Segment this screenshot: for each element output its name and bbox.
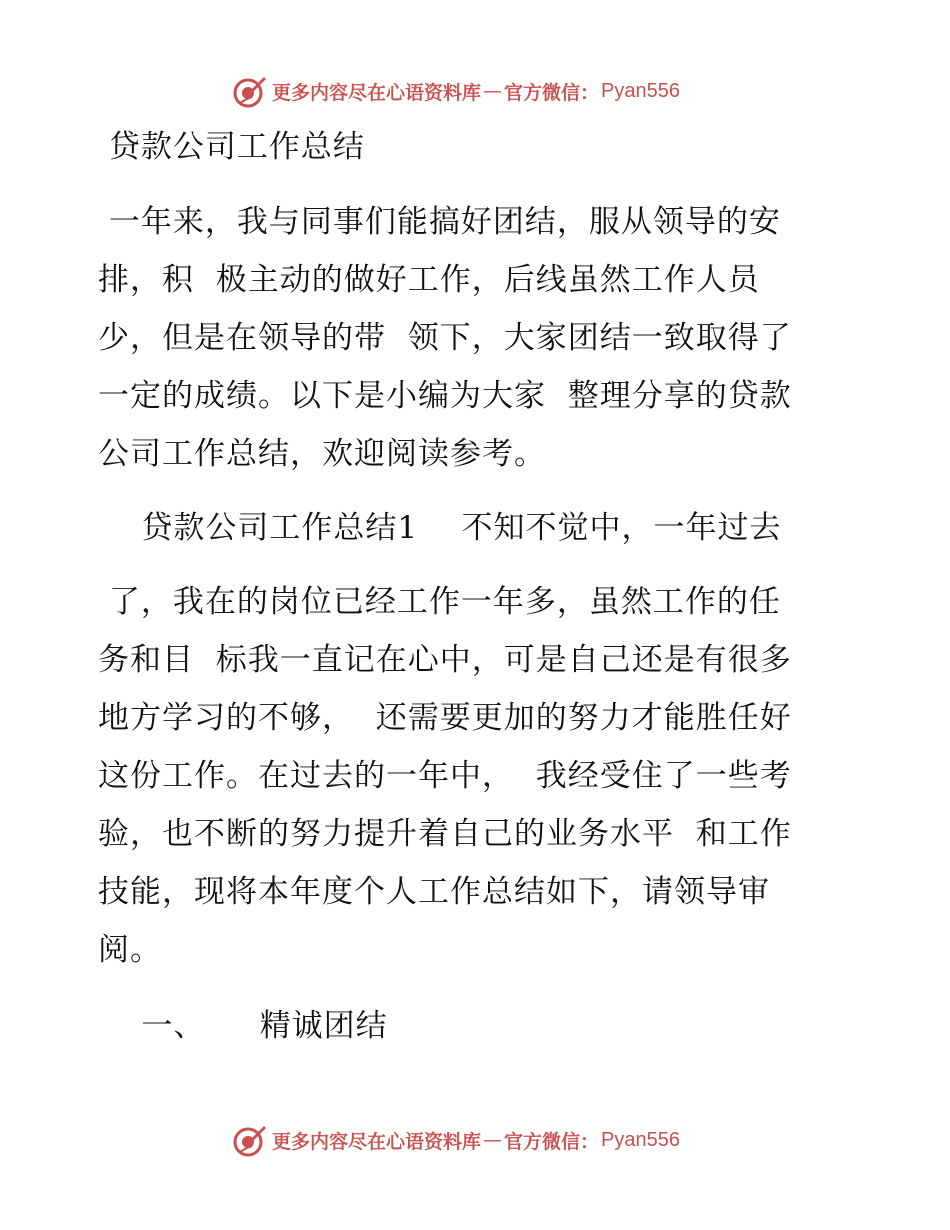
paragraph-line: 务和目 标我一直记在心中，可是自己还是有很多 [98,642,792,678]
paragraph-line: 地方学习的不够， 还需要更加的努力才能胜任好 [98,700,792,736]
banner-wechat-label: 官方微信： [504,81,600,104]
paragraph-line: 技能，现将本年度个人工作总结如下，请领导审 [98,874,770,910]
banner-separator: — [483,80,503,102]
paragraph-line: 少，但是在领导的带 领下，大家团结一致取得了 [98,320,792,356]
pen-logo-icon [232,73,268,109]
paragraph-line: 这份工作。在过去的一年中， 我经受住了一些考 [98,758,792,794]
banner-text: 更多内容尽在心语资料库 [272,81,482,104]
paragraph-line: 验，也不断的努力提升着自己的业务水平 和工作 [98,816,792,852]
banner-wechat-id: Pyan556 [601,79,680,102]
document-title: 贷款公司工作总结 [98,129,365,165]
paragraph-line: 一定的成绩。以下是小编为大家 整理分享的贷款 [98,378,792,414]
banner-wechat-id: Pyan556 [601,1128,680,1151]
paragraph-line: 阅。 [98,932,162,968]
paragraph-line: 了，我在的岗位已经工作一年多，虽然工作的任 [98,584,781,620]
header-banner [232,71,680,111]
banner-text: 更多内容尽在心语资料库 [272,1130,482,1153]
banner-wechat-label: 官方微信： [504,1130,600,1153]
paragraph-line: 排，积 极主动的做好工作，后线虽然工作人员 [98,262,760,298]
footer-banner [232,1120,680,1160]
pen-logo-icon [232,1122,268,1158]
paragraph-line: 公司工作总结，欢迎阅读参考。 [98,436,546,472]
banner-separator: — [483,1129,503,1151]
paragraph-line: 贷款公司工作总结1 不知不觉中，一年过去 [98,510,782,546]
paragraph-line: 一年来，我与同事们能搞好团结，服从领导的安 [98,204,781,240]
section-heading: 一、 精诚团结 [98,1008,388,1044]
